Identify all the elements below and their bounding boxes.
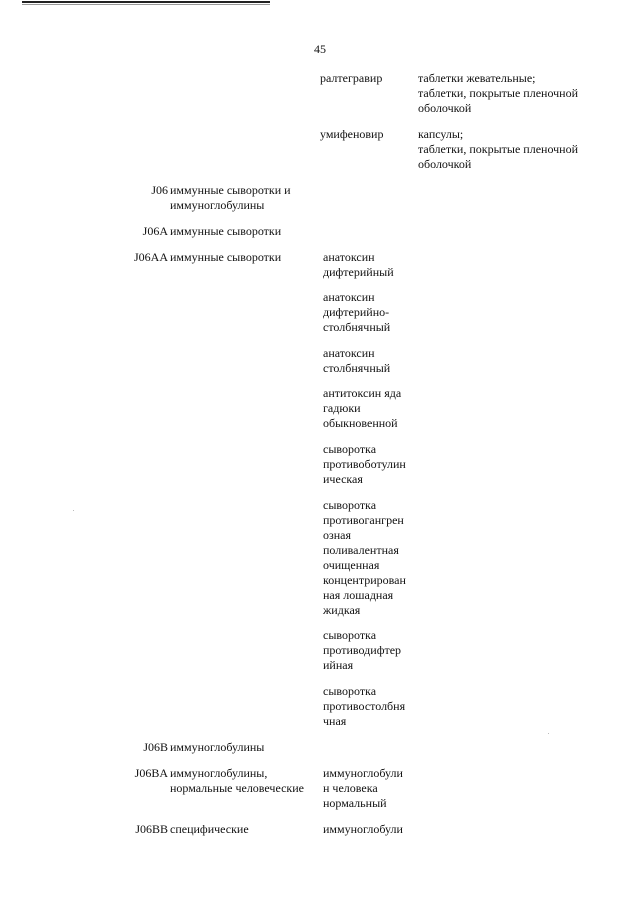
drug-item: сыворотка противостолбня чная — [323, 684, 406, 728]
group-name-j06aa: иммунные сыворотки — [170, 250, 282, 264]
scan-speck — [73, 510, 74, 511]
atc-code-j06bb: J06BB — [135, 822, 168, 836]
atc-code-j06: J06 — [151, 183, 168, 197]
atc-code-j06a: J06A — [142, 224, 168, 238]
drug-item: анатоксин дифтерийный — [323, 250, 394, 279]
forms-raltegravir: таблетки жевательные; таблетки, покрытые пленочной оболочкой — [418, 71, 579, 115]
atc-code-j06ba: J06BA — [134, 766, 168, 780]
group-name-j06bb: специфические — [170, 822, 249, 836]
drug-item: иммуноглобули — [323, 822, 403, 836]
atc-code-j06aa: J06AA — [133, 250, 168, 264]
group-name-j06: иммунные сыворотки и иммуноглобулины — [170, 183, 291, 212]
header-rule-thin — [22, 4, 270, 5]
atc-code-j06b: J06B — [143, 740, 168, 754]
group-name-j06ba: иммуноглобулины, нормальные человеческие — [170, 766, 304, 795]
group-name-j06b: иммуноглобулины — [170, 740, 265, 754]
forms-umifenovir: капсулы; таблетки, покрытые пленочной оболочкой — [418, 127, 579, 171]
drug-item: иммуноглобули н человека нормальный — [323, 766, 403, 810]
page-number: 45 — [314, 42, 326, 56]
header-rule — [22, 1, 270, 3]
drug-item: сыворотка противодифтер ийная — [323, 628, 402, 672]
drug-raltegravir: ралтегравир — [320, 71, 383, 85]
drug-umifenovir: умифеновир — [320, 127, 384, 141]
drug-item: анатоксин столбнячный — [323, 346, 391, 375]
scan-speck — [548, 733, 549, 734]
drug-item: сыворотка противогангрен озная поливалентная очищенная концентрирован ная лошадная жидкая — [323, 498, 406, 617]
drug-item: сыворотка противоботулин ическая — [323, 442, 406, 486]
drug-item: антитоксин яда гадюки обыкновенной — [323, 386, 402, 430]
drug-item: анатоксин дифтерийно- столбнячный — [323, 290, 391, 334]
group-name-j06a: иммунные сыворотки — [170, 224, 282, 238]
